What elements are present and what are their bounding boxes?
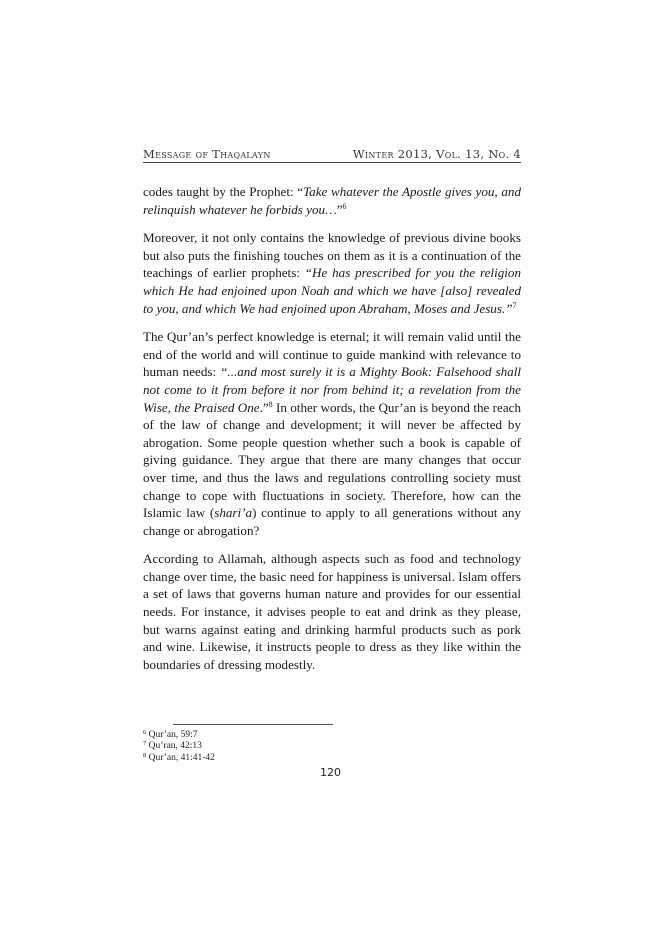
footnote-ref: 7 [512, 300, 517, 310]
footnote-number: 7 [143, 740, 147, 748]
text-run: codes taught by the Prophet: “ [143, 184, 304, 199]
quotation: shari’a [214, 505, 253, 521]
quotation: “...and most surely it is a Mighty Book: Falsehood shall not come to it from before it nor from behind it; a revelation from the Wise, the Praised One [143, 364, 521, 415]
footnote-text: Qur’an, 41:41-42 [146, 752, 215, 763]
text-run: The Qur’an’s perfect knowledge is eternal; it will remain valid until the end of the world and will continue to guide mankind with relevance to human needs: [143, 329, 521, 380]
paragraph [143, 550, 521, 673]
issue-info: Winter 2013, Vol. 13, No. 4 [352, 147, 521, 161]
text-run: Moreover, it not only contains the knowledge of previous divine books but also puts the finishing touches on them as it is a continuation of the teachings of earlier prophets: [143, 230, 521, 281]
footnote-number: 8 [143, 751, 147, 759]
footnote-ref: 6 [342, 201, 347, 211]
footnote [143, 730, 521, 741]
footnote [143, 753, 521, 764]
footnote-divider [173, 724, 333, 725]
footnote-text: Qu’ran, 42:13 [146, 741, 202, 752]
paragraph [143, 183, 521, 218]
footnote-ref: 8 [268, 399, 273, 409]
text-run: ” [336, 201, 343, 217]
text-run: In other words, the Qur’an is beyond the reach of the law of change and development; it will never be affected by abrogation. Some people question whether such a book is capable of giving guidance. They argue that there are many changes that occur over time, and thus the laws and regulations controlling society must change to cope with fluctuations in society. Therefore, how can the Islamic law ( [143, 399, 522, 521]
journal-title: Message of Thaqalayn [143, 147, 271, 161]
footnotes [143, 730, 521, 764]
running-header [143, 146, 521, 163]
text-run: ) continue to apply to all generations without any change or abrogation? [143, 505, 522, 538]
text-run: According to Allamah, although aspects such as food and technology change over time, the basic need for happiness is universal. Islam offers a set of laws that governs human nature and provides for our essential needs. For instance, it advises people to eat and drink as they please, but warns against eating and drinking harmful products such as pork and wine. Likewise, it instructs people to dress as they like within the boundaries of dressing modestly. [143, 551, 521, 672]
quotation: “He has prescribed for you the religion which He had enjoined upon Noah and which we have [also] revealed to you, and which We had enjoined upon Abraham, Moses and Jesus.” [143, 265, 521, 316]
paragraph [143, 328, 521, 539]
text-run: .” [259, 399, 269, 415]
footnote [143, 741, 521, 752]
quotation: Take whatever the Apostle gives you, and relinquish whatever he forbids you… [143, 184, 521, 217]
footnote-number: 6 [143, 729, 147, 736]
page-number: 120 [320, 766, 341, 779]
paragraph [143, 229, 521, 317]
footnote-text: Qur’an, 59:7 [146, 730, 198, 740]
body-text [143, 183, 521, 684]
